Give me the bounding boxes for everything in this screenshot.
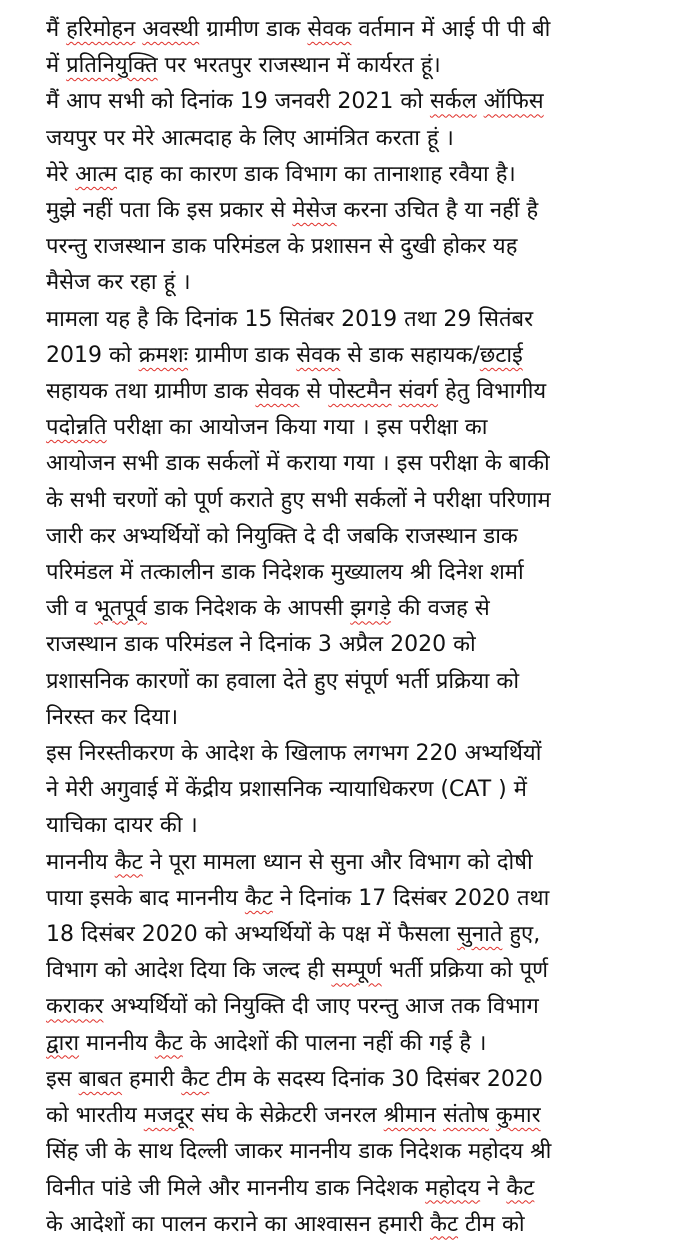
spellcheck-underlined-word: सेवक — [296, 342, 341, 368]
text-segment: में — [46, 53, 67, 79]
text-segment: हुए, — [502, 922, 541, 948]
text-segment: 18 दिसंबर 2020 को अभ्यर्थियों के पक्ष में फैसला — [46, 922, 458, 948]
text-segment: आयोजन सभी डाक सर्कलों में कराया गया । इस परीक्षा के बाकी — [46, 451, 550, 477]
text-segment: विभाग को आदेश दिया कि जल्द ही — [46, 958, 332, 984]
text-line — [46, 591, 659, 627]
text-segment: से डाक सहायक/ — [340, 342, 480, 368]
text-segment: माननीय — [46, 849, 115, 875]
spellcheck-underlined-word: कैट — [430, 1211, 459, 1237]
text-segment: परीक्षा का आयोजन किया गया । इस परीक्षा का — [106, 415, 488, 441]
spellcheck-underlined-word: बाबत — [78, 1066, 123, 1092]
spellcheck-underlined-word: आत्म — [75, 161, 117, 187]
text-line — [46, 953, 659, 989]
text-segment: को भारतीय — [46, 1103, 144, 1129]
text-segment: प्रशासनिक कारणों का हवाला देते हुए संपूर्ण भर्ती प्रक्रिया को — [46, 668, 520, 694]
text-line — [46, 772, 659, 808]
text-segment: संघ के सेक्रेटरी जनरल — [193, 1103, 384, 1129]
text-line — [46, 229, 659, 265]
text-line — [46, 1098, 659, 1134]
text-segment: टीम को — [458, 1211, 525, 1237]
spellcheck-underlined-word: प्रतिनियुक्ति — [66, 53, 158, 79]
text-line — [46, 338, 659, 374]
text-segment: पर भरतपुर राजस्थान में कार्यरत हूं। — [157, 53, 441, 79]
text-segment: राजस्थान डाक परिमंडल ने दिनांक 3 अप्रैल 2020 को — [46, 632, 476, 658]
spellcheck-underlined-word: श्रीमान — [383, 1103, 437, 1129]
text-segment: ग्रामीण डाक — [188, 342, 297, 368]
text-segment — [392, 379, 399, 404]
text-segment: हमारी — [122, 1066, 182, 1092]
spellcheck-underlined-word: कराकर — [46, 994, 104, 1020]
text-line — [46, 48, 659, 84]
text-segment: विनीत पांडे जी मिले और माननीय डाक निदेशक — [46, 1175, 426, 1201]
text-segment: इस — [46, 1066, 79, 1092]
spellcheck-underlined-word: छटाई — [479, 342, 523, 368]
text-line — [46, 1207, 659, 1243]
text-segment: टीम के सदस्य दिनांक 30 दिसंबर 2020 — [209, 1066, 543, 1092]
text-segment: पाया इसके बाद माननीय — [46, 885, 245, 911]
spellcheck-underlined-word: कैट — [154, 1030, 183, 1056]
text-segment: ने पूरा मामला ध्यान से सुना और विभाग को दोषी — [142, 849, 533, 875]
text-segment: याचिका दायर की । — [46, 813, 198, 839]
text-line — [46, 12, 659, 48]
text-segment: माननीय — [79, 1030, 155, 1056]
spellcheck-underlined-word: सेवक — [307, 17, 352, 42]
text-line — [46, 374, 659, 410]
text-segment: मामला यह है कि दिनांक 15 सितंबर 2019 तथा 29 सितंबर — [46, 306, 534, 332]
spellcheck-underlined-word: महोदय — [425, 1175, 481, 1201]
spellcheck-underlined-word: सम्पूर्ण — [331, 958, 382, 984]
text-line — [46, 410, 659, 446]
text-segment: हेतु विभागीय — [438, 379, 547, 405]
text-segment: मेरे — [46, 161, 76, 187]
spellcheck-underlined-word: अवस्थी — [142, 17, 200, 42]
text-segment: मैसेज कर रहा हूं । — [46, 270, 191, 296]
text-segment — [436, 1103, 443, 1128]
text-segment: सहायक तथा ग्रामीण डाक — [46, 379, 256, 405]
text-line — [46, 664, 659, 700]
text-segment: जारी कर अभ्यर्थियों को नियुक्ति दे दी जबकि राजस्थान डाक — [46, 523, 518, 549]
text-segment: से — [299, 379, 329, 405]
text-segment: इस निरस्तीकरण के आदेश के खिलाफ लगभग 220 अभ्यर्थियों — [46, 741, 542, 767]
text-segment: सिंह जी के साथ दिल्ली जाकर माननीय डाक निदेशक महोदय श्री — [46, 1139, 552, 1165]
text-segment — [489, 1103, 496, 1128]
text-segment: मैं आप सभी को दिनांक 19 जनवरी 2021 को — [46, 89, 430, 115]
text-line — [46, 627, 659, 663]
text-line — [46, 446, 659, 482]
text-line — [46, 519, 659, 555]
text-segment: 2019 को — [46, 342, 139, 368]
text-segment: मैं — [46, 17, 67, 42]
text-segment: जी व — [46, 596, 95, 622]
spellcheck-underlined-word: सर्कल — [429, 89, 477, 115]
text-line — [46, 1134, 659, 1170]
text-segment — [477, 89, 484, 114]
text-segment: अभ्यर्थियों को नियुक्ति दी जाए परन्तु आज तक विभाग — [103, 994, 539, 1020]
text-line — [46, 1026, 659, 1062]
spellcheck-underlined-word: ऑफिस — [483, 89, 544, 115]
text-segment: परिमंडल में तत्कालीन डाक निदेशक मुख्यालय श्री दिनेश शर्मा — [46, 560, 524, 586]
text-segment: वर्तमान में आई पी पी बी — [351, 17, 551, 42]
text-segment: के आदेशों की पालना नहीं की गई है । — [182, 1030, 487, 1056]
spellcheck-underlined-word: सेवक — [255, 379, 300, 405]
spellcheck-underlined-word: कैट — [114, 849, 143, 875]
text-segment: करना उचित है या नहीं है — [336, 198, 539, 224]
text-segment: ने मेरी अगुवाई में केंद्रीय प्रशासनिक न्यायाधिकरण (CAT ) में — [46, 777, 527, 803]
text-segment: डाक निदेशक के आपसी — [146, 596, 351, 622]
text-line — [46, 121, 659, 157]
spellcheck-underlined-word: मेसेज — [292, 198, 337, 224]
text-segment: के आदेशों का पालन कराने का आश्वासन हमारी — [46, 1211, 431, 1237]
spellcheck-underlined-word: मजदूर — [143, 1103, 194, 1129]
text-line — [46, 989, 659, 1025]
text-segment: दाह का कारण डाक विभाग का तानाशाह रवैया है। — [116, 161, 516, 187]
text-segment: परन्तु राजस्थान डाक परिमंडल के प्रशासन से दुखी होकर यह — [46, 234, 518, 260]
text-line — [46, 84, 659, 120]
text-line — [46, 1062, 659, 1098]
spellcheck-underlined-word: सुनाते — [457, 922, 503, 948]
spellcheck-underlined-word: झगड़े — [350, 596, 392, 622]
spellcheck-underlined-word: पदोन्नति — [46, 415, 107, 441]
text-line — [46, 736, 659, 772]
text-segment: ने — [480, 1175, 507, 1201]
spellcheck-underlined-word: क्रमशः — [138, 342, 189, 368]
text-segment: भर्ती प्रक्रिया को पूर्ण — [381, 958, 548, 984]
text-segment: निरस्त कर दिया। — [46, 704, 179, 730]
text-line — [46, 302, 659, 338]
text-segment: मुझे नहीं पता कि इस प्रकार से — [46, 198, 293, 224]
text-line — [46, 845, 659, 881]
text-line — [46, 265, 659, 301]
text-line — [46, 555, 659, 591]
text-segment: की वजह से — [391, 596, 490, 622]
text-segment: जयपुर पर मेरे आत्मदाह के लिए आमंत्रित करता हूं । — [46, 125, 454, 151]
text-line — [46, 193, 659, 229]
spellcheck-underlined-word: कैट — [506, 1175, 535, 1201]
spellcheck-underlined-word: द्वारा — [46, 1030, 80, 1056]
spellcheck-underlined-word: संवर्ग — [398, 379, 439, 405]
text-line — [46, 808, 659, 844]
spellcheck-underlined-word: कुमार — [495, 1103, 541, 1129]
spellcheck-underlined-word: भूतपूर्व — [94, 596, 147, 622]
text-line — [46, 483, 659, 519]
text-segment: के सभी चरणों को पूर्ण कराते हुए सभी सर्कलों ने परीक्षा परिणाम — [46, 487, 551, 513]
text-line — [46, 881, 659, 917]
spellcheck-underlined-word: हरिमोहन — [66, 17, 136, 42]
spellcheck-underlined-word: संतोष — [443, 1103, 489, 1129]
text-line — [46, 917, 659, 953]
spellcheck-underlined-word: पोस्टमैन — [328, 379, 392, 405]
text-line — [46, 1171, 659, 1207]
text-line — [46, 157, 659, 193]
spellcheck-underlined-word: कैट — [181, 1066, 210, 1092]
text-segment: ग्रामीण डाक — [199, 17, 308, 42]
text-line — [46, 700, 659, 736]
spellcheck-underlined-word: कैट — [244, 885, 273, 911]
text-segment: ने दिनांक 17 दिसंबर 2020 तथा — [272, 885, 550, 911]
